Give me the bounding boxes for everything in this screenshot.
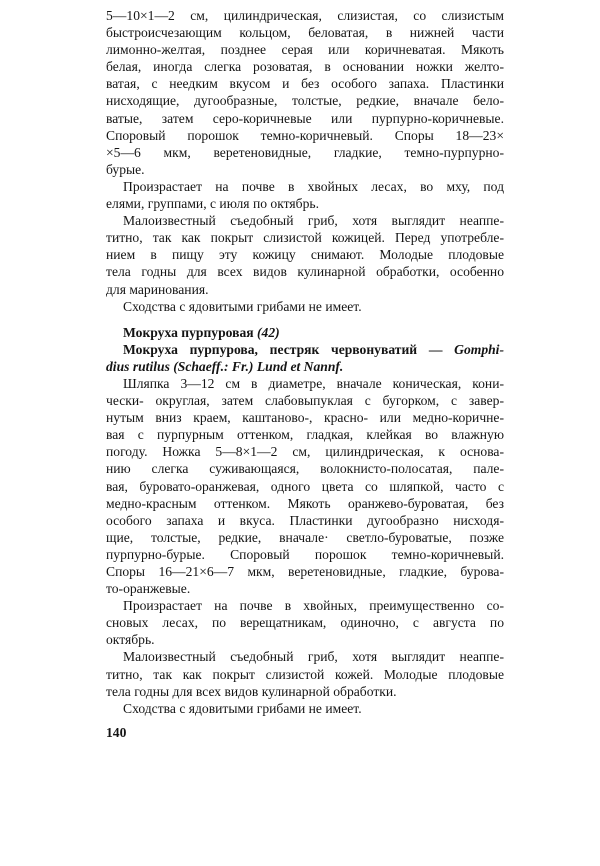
text-line: Произрастает на почве в хвойных, преимущественно со- [123,598,504,614]
species-heading-number: (42) [257,324,280,340]
text-line: погоду. Ножка 5—8×1—2 см, цилиндрическая, к основа- [106,444,504,460]
text-line: нутым вниз краем, каштаново-, красно- или медно-коричне- [106,410,504,426]
text-line: октябрь. [106,632,155,648]
text-line: чески- округлая, затем слабовыпуклая с бугорком, с завер- [106,393,504,409]
species-names-line [106,341,504,358]
text-line: тела годны для всех видов кулинарной обработки. [106,683,397,699]
text-line: щие, толстые, редкие, вначале· светло-буроватые, позже [106,529,504,545]
text-line: 5—10×1—2 см, цилиндрическая, слизистая, со слизистым [106,8,504,23]
species-similarity: Сходства с ядовитыми грибами не имеет. [123,700,362,716]
text-line: бурые. [106,161,145,177]
text-line: тела годны для всех видов кулинарной обработки, особенно [106,264,504,280]
species-description [106,375,504,597]
text-line: медно-красным оттенком. Мякоть оранжево-буроватая, без [106,495,504,511]
text-line: быстроисчезающим кольцом, беловатая, в нижней части [106,25,504,41]
text-line: Споры 16—21×6—7 мкм, веретеновидные, гладкие, бурова- [106,564,504,579]
text-line: белая, иногда слегка розоватая, в основании ножки желто- [106,59,504,75]
text-line: лимонно-желтая, позднее серая или коричневатая. Мякоть [106,42,504,58]
page-number: 140 [106,725,127,740]
text-line: титно, так как покрыт слизистой кожицей. Перед употребле- [106,230,504,246]
previous-species-similarity: Сходства с ядовитыми грибами не имеет. [123,298,362,314]
text-line: нисходящие, дугообразные, толстые, редкие, вначале бело- [106,93,504,109]
text-line: Споровый порошок темно-коричневый. Споры 18—23× [106,127,504,143]
species-habitat [106,597,504,648]
text-line: елями, группами, с июля по октябрь. [106,196,319,212]
species-latin-name-part2: dius rutilus (Schaeff.: Fr.) Lund et Nannf. [106,358,344,374]
text-line: титно, так как покрыт слизистой кожей. Молодые плодовые [106,666,504,682]
text-line: Малоизвестный съедобный гриб, хотя выглядит неаппе- [123,213,504,229]
previous-species-description [106,7,504,178]
species-latin-name-part1: Gomphi- [454,341,504,357]
text-line: вая, буровато-оранжевая, одного цвета со шляпкой, часто с [106,478,504,494]
text-line: вая с пурпурным оттенком, гладкая, клейкая во влажную [106,427,504,443]
section-spacer [106,315,504,324]
species-heading-name: Мокруха пурпуровая [123,324,254,340]
text-line: пурпурно-бурые. Споровый порошок темно-коричневый. [106,546,504,562]
species-edibility [106,648,504,699]
text-line: то-оранжевые. [106,581,191,597]
text-line: ×5—6 мкм, веретеновидные, гладкие, темно-пурпурно- [106,144,504,160]
text-line: Малоизвестный съедобный гриб, хотя выглядит неаппе- [123,649,504,665]
text-line: ватые, затем серо-коричневые или пурпурно-коричневые. [106,110,504,126]
text-line: Шляпка 3—12 см в диаметре, вначале коническая, кони- [123,375,504,391]
text-line: нию слегка суживающаяся, волокнисто-полосатая, пале- [106,461,504,477]
species-ukr-name: Мокруха пурпурова, пестряк червонуватий — [123,341,443,357]
book-page-text [106,7,504,717]
previous-species-habitat [106,178,504,212]
text-line: сновых лесах, по верещатникам, одиночно, с августа по [106,615,504,631]
text-line: нием в пищу эту кожицу снимают. Молодые плодовые [106,247,504,263]
text-line: ватая, с неедким вкусом и без особого запаха. Пластинки [106,76,504,92]
previous-species-edibility [106,212,504,297]
text-line: особого запаха и вкуса. Пластинки дугообразно нисходя- [106,512,504,528]
text-line: Произрастает на почве в хвойных лесах, во мху, под [123,178,504,194]
species-heading [106,324,504,341]
text-line: для маринования. [106,281,209,297]
